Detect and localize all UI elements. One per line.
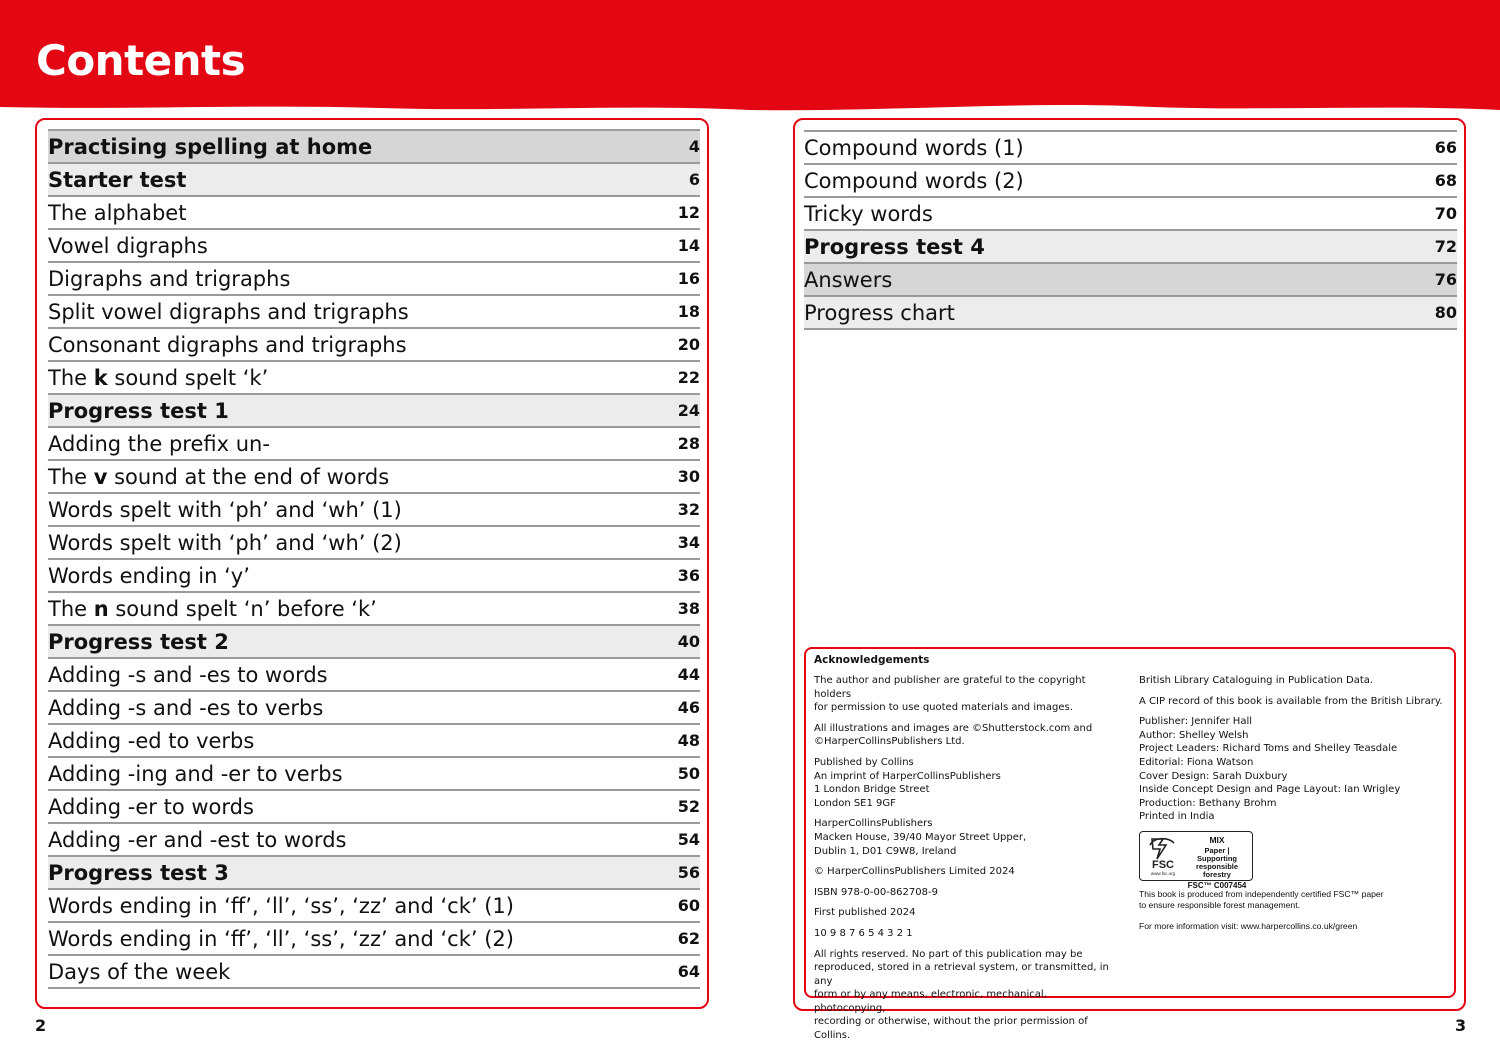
- contents-row: [48, 329, 700, 362]
- text-line: This book is produced from independently certified FSC™ paper: [1139, 888, 1384, 899]
- contents-entry-page: 46: [677, 698, 700, 717]
- acknowledgement-paragraph: [814, 865, 1114, 879]
- text-line: Production: Bethany Brohm: [1139, 797, 1277, 809]
- contents-row: [48, 560, 700, 593]
- contents-entry-title: Words ending in ‘ff’, ‘ll’, ‘ss’, ‘zz’ and ‘ck’ (2): [48, 926, 514, 951]
- contents-row: [48, 956, 700, 989]
- contents-entry-page: 22: [677, 368, 700, 387]
- contents-entry-title: Compound words (2): [804, 168, 1024, 193]
- contents-entry-title: Words ending in ‘y’: [48, 563, 250, 588]
- acknowledgement-paragraph: [814, 817, 1114, 858]
- contents-row: [48, 659, 700, 692]
- title-part: The: [48, 596, 94, 621]
- contents-entry-title: Starter test: [48, 167, 187, 192]
- fsc-tree-check-icon: [1144, 835, 1182, 877]
- contents-entry-page: 36: [677, 566, 700, 585]
- contents-entry-page: 14: [677, 236, 700, 255]
- contents-entry-title: Vowel digraphs: [48, 233, 208, 258]
- contents-entry-title: Adding the prefix un-: [48, 431, 270, 456]
- contents-entry-page: 50: [677, 764, 700, 783]
- contents-entry-title: Days of the week: [48, 959, 231, 984]
- text-line: ISBN 978-0-00-862708-9: [814, 886, 938, 898]
- text-line: Macken House, 39/40 Mayor Street Upper,: [814, 831, 1027, 843]
- contents-entry-page: 54: [677, 830, 700, 849]
- text-line: reproduced, stored in a retrieval system, or transmitted, in any: [814, 962, 1109, 987]
- contents-entry-page: 66: [1434, 138, 1457, 157]
- contents-entry-page: 6: [688, 170, 700, 189]
- contents-entry-title: Adding -ing and -er to verbs: [48, 761, 343, 786]
- contents-entry-page: 62: [677, 929, 700, 948]
- contents-entry-page: 60: [677, 896, 700, 915]
- contents-entry-page: 72: [1434, 237, 1457, 256]
- title-emphasis: n: [93, 596, 109, 621]
- text-line: Printed in India: [1139, 811, 1215, 823]
- contents-entry-page: 18: [677, 302, 700, 321]
- fsc-logo-url: www.fsc.org: [1150, 870, 1176, 876]
- text-line: Inside Concept Design and Page Layout: Ian Wrigley: [1139, 784, 1401, 796]
- contents-row: [804, 231, 1457, 264]
- text-line: First published 2024: [814, 907, 916, 919]
- contents-row: [48, 395, 700, 428]
- text-line: 10 9 8 7 6 5 4 3 2 1: [814, 927, 913, 939]
- contents-entry-title: Adding -er to words: [48, 794, 254, 819]
- text-line: A CIP record of this book is available from the British Library.: [1139, 695, 1443, 707]
- contents-row: [48, 296, 700, 329]
- acknowledgements-column-2: [1139, 674, 1449, 932]
- page-number-right: 3: [1455, 1016, 1467, 1035]
- text-line: to ensure responsible forest management.: [1139, 899, 1300, 910]
- contents-entry-page: 34: [677, 533, 700, 552]
- fsc-note: [1139, 889, 1449, 911]
- contents-entry-title: [48, 465, 389, 489]
- text-line: British Library Cataloguing in Publication Data.: [1139, 675, 1374, 686]
- contents-row: [48, 263, 700, 296]
- more-info-text: For more information visit: www.harpercollins.co.uk/green: [1139, 920, 1358, 931]
- contents-row: [48, 230, 700, 263]
- contents-entry-page: 28: [677, 434, 700, 453]
- contents-entry-title: Words spelt with ‘ph’ and ‘wh’ (1): [48, 497, 402, 522]
- contents-entry-page: 70: [1434, 204, 1457, 223]
- contents-row: [48, 890, 700, 923]
- contents-row: [48, 461, 700, 494]
- fsc-mix-text: [1184, 836, 1250, 890]
- contents-panel-right: [793, 118, 1466, 1042]
- contents-entry-page: 20: [677, 335, 700, 354]
- contents-panel-left: [35, 118, 709, 1009]
- contents-entry-title: Split vowel digraphs and trigraphs: [48, 299, 409, 324]
- contents-entry-title: Digraphs and trigraphs: [48, 266, 291, 291]
- fsc-line-2: responsible forestry: [1195, 861, 1239, 879]
- text-line: HarperCollinsPublishers: [814, 818, 933, 830]
- contents-entry-page: 32: [677, 500, 700, 519]
- title-part: sound at the end of words: [107, 464, 390, 489]
- fsc-label: [1139, 831, 1253, 890]
- contents-row: [48, 494, 700, 527]
- acknowledgement-paragraph: [1139, 695, 1449, 709]
- text-line: Dublin 1, D01 C9W8, Ireland: [814, 845, 957, 857]
- contents-row: [48, 923, 700, 956]
- text-line: for permission to use quoted materials and images.: [814, 702, 1073, 714]
- text-line: London SE1 9GF: [814, 797, 896, 809]
- contents-entry-title: Adding -s and -es to words: [48, 662, 328, 687]
- contents-row: [804, 130, 1457, 165]
- text-line: Editorial: Fiona Watson: [1139, 756, 1254, 768]
- contents-entry-title: Progress test 3: [48, 860, 229, 885]
- contents-entry-page: 44: [677, 665, 700, 684]
- contents-entry-title: [48, 597, 377, 621]
- contents-row: [48, 824, 700, 857]
- contents-entry-page: 4: [688, 137, 700, 156]
- contents-entry-title: Consonant digraphs and trigraphs: [48, 332, 407, 357]
- fsc-mix-label: MIX: [1209, 834, 1225, 845]
- text-line: All illustrations and images are ©Shutterstock.com and: [814, 722, 1093, 734]
- title-part: The: [48, 464, 94, 489]
- fsc-line-1: Paper | Supporting: [1197, 845, 1237, 863]
- contents-entry-title: Progress test 1: [48, 398, 229, 423]
- contents-row: [48, 527, 700, 560]
- acknowledgement-paragraph: [814, 948, 1114, 1043]
- fsc-logo-text: FSC: [1152, 858, 1174, 871]
- text-line: form or by any means, electronic, mechanical, photocopying,: [814, 989, 1047, 1014]
- credits-block: [1139, 674, 1449, 824]
- contents-entry-page: 80: [1434, 303, 1457, 322]
- contents-entry-page: 40: [677, 632, 700, 651]
- contents-entry-page: 30: [677, 467, 700, 486]
- page-title: Contents: [36, 36, 246, 85]
- contents-entry-page: 52: [677, 797, 700, 816]
- contents-row: [804, 165, 1457, 198]
- contents-row: [48, 164, 700, 197]
- text-line: © HarperCollinsPublishers Limited 2024: [814, 866, 1015, 878]
- contents-row: [48, 129, 700, 164]
- text-line: Project Leaders: Richard Toms and Shelley Teasdale: [1139, 743, 1398, 755]
- text-line: 1 London Bridge Street: [814, 784, 930, 796]
- contents-entry-title: Compound words (1): [804, 135, 1024, 160]
- contents-row: [48, 791, 700, 824]
- text-line: Author: Shelley Welsh: [1139, 729, 1249, 741]
- text-line: Published by Collins: [814, 756, 914, 768]
- contents-entry-page: 48: [677, 731, 700, 750]
- text-line: recording or otherwise, without the prior permission of Collins.: [814, 1016, 1088, 1042]
- acknowledgements-column-1: [814, 674, 1114, 1050]
- contents-entry-page: 24: [677, 401, 700, 420]
- contents-entry-title: Practising spelling at home: [48, 134, 373, 159]
- contents-entry-title: Answers: [804, 267, 893, 292]
- contents-entry-title: Adding -er and -est to words: [48, 827, 347, 852]
- contents-row: [48, 692, 700, 725]
- contents-entry-title: [48, 366, 268, 390]
- contents-row: [804, 198, 1457, 231]
- contents-row: [48, 197, 700, 230]
- contents-row: [48, 593, 700, 626]
- acknowledgements-box: [804, 647, 1456, 1042]
- contents-row: [804, 264, 1457, 297]
- contents-entry-page: 16: [677, 269, 700, 288]
- contents-entry-title: The alphabet: [48, 200, 187, 225]
- page-number-left: 2: [35, 1016, 47, 1035]
- contents-entry-page: 64: [677, 962, 700, 981]
- contents-entry-title: Progress test 2: [48, 629, 229, 654]
- contents-row: [804, 297, 1457, 330]
- contents-entry-title: Progress chart: [804, 300, 955, 325]
- contents-entry-page: 56: [677, 863, 700, 882]
- acknowledgement-paragraph: [814, 722, 1114, 749]
- title-emphasis: v: [93, 464, 108, 489]
- contents-entry-title: Tricky words: [804, 201, 933, 226]
- contents-list-left: [48, 129, 700, 989]
- acknowledgement-paragraph: [814, 756, 1114, 810]
- contents-entry-page: 76: [1434, 270, 1457, 289]
- text-line: The author and publisher are grateful to the copyright holders: [814, 675, 1086, 700]
- contents-row: [48, 758, 700, 791]
- acknowledgement-paragraph: [814, 906, 1114, 920]
- acknowledgement-paragraph: [1139, 674, 1449, 688]
- text-line: All rights reserved. No part of this publication may be: [814, 948, 1083, 960]
- contents-row: [48, 626, 700, 659]
- contents-row: [48, 428, 700, 461]
- contents-entry-title: Progress test 4: [804, 234, 985, 259]
- acknowledgement-paragraph: [814, 886, 1114, 900]
- text-line: Publisher: Jennifer Hall: [1139, 716, 1253, 728]
- fsc-code: FSC™ C007454: [1187, 880, 1247, 890]
- text-line: Cover Design: Sarah Duxbury: [1139, 770, 1288, 782]
- title-part: sound spelt ‘k’: [107, 365, 269, 390]
- contents-row: [48, 725, 700, 758]
- acknowledgements-heading: Acknowledgements: [814, 654, 930, 666]
- text-line: An imprint of HarperCollinsPublishers: [814, 770, 1001, 782]
- title-part: sound spelt ‘n’ before ‘k’: [108, 596, 377, 621]
- title-part: The: [48, 365, 94, 390]
- contents-entry-title: Words spelt with ‘ph’ and ‘wh’ (2): [48, 530, 402, 555]
- acknowledgement-paragraph: [814, 674, 1114, 715]
- acknowledgement-paragraph: [814, 927, 1114, 941]
- contents-row: [48, 857, 700, 890]
- acknowledgement-paragraph: [1139, 715, 1449, 824]
- title-emphasis: k: [93, 365, 108, 390]
- contents-entry-title: Adding -s and -es to verbs: [48, 695, 324, 720]
- contents-entry-page: 38: [677, 599, 700, 618]
- contents-entry-title: Words ending in ‘ff’, ‘ll’, ‘ss’, ‘zz’ and ‘ck’ (1): [48, 893, 514, 918]
- text-line: ©HarperCollinsPublishers Ltd.: [814, 736, 965, 748]
- contents-entry-page: 12: [677, 203, 700, 222]
- contents-list-right: [804, 130, 1457, 330]
- contents-row: [48, 362, 700, 395]
- contents-entry-title: Adding -ed to verbs: [48, 728, 255, 753]
- contents-entry-page: 68: [1434, 171, 1457, 190]
